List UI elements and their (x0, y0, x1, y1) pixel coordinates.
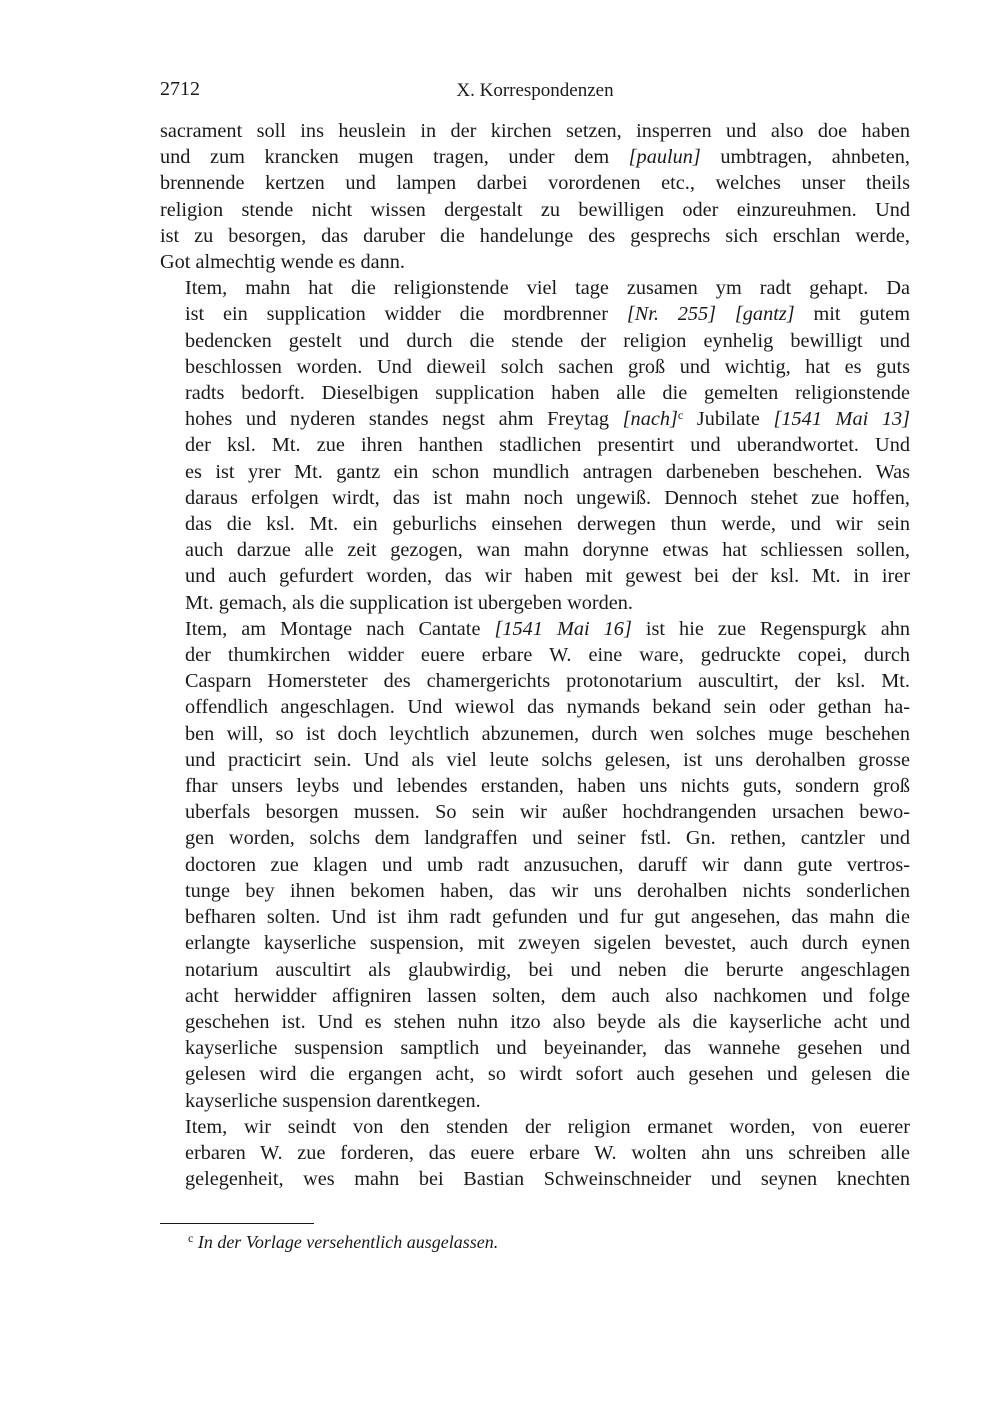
text-run: geschehen ist. Und es stehen nuhn itzo also beyde als die kayserliche acht und (185, 1010, 910, 1033)
text-line (160, 1166, 910, 1192)
footnote-reference: c (677, 408, 684, 423)
text-line (160, 957, 910, 983)
text-line (160, 223, 910, 249)
editorial-insertion: [1541 Mai 13] (773, 408, 910, 431)
text-run: umbtragen, ahnbeten, (700, 146, 910, 169)
text-line (160, 275, 910, 301)
running-title: X. Korrespondenzen (456, 80, 614, 101)
text-run: ist ein supplication widder die mordbrenner (185, 303, 627, 326)
text-run: Item, am Montage nach Cantate (185, 617, 495, 640)
text-line (160, 1061, 910, 1087)
text-run: radts bedorft. Dieselbigen supplication haben alle die gemelten religionstende (185, 382, 910, 405)
footnote-text: In der Vorlage versehentlich ausgelassen. (197, 1232, 499, 1252)
text-run: befharen solten. Und ist ihm radt gefunden und fur gut angesehen, das mahn die (185, 906, 910, 929)
text-line (160, 170, 910, 196)
text-line (160, 904, 910, 930)
text-run: und auch gefurdert worden, das wir haben mit gewest bei der ksl. Mt. in irer (185, 565, 910, 588)
text-run: Item, mahn hat die religionstende viel tage zusamen ym radt gehapt. Da (185, 277, 910, 300)
text-run: Item, wir seindt von den stenden der religion ermanet worden, von euerer (185, 1115, 910, 1138)
text-line (160, 563, 910, 589)
text-run: erbaren W. zue forderen, das euere erbare W. wolten ahn uns schreiben alle (185, 1141, 910, 1164)
text-line (160, 459, 910, 485)
text-run: acht herwidder affigniren lassen solten, dem auch also nachkomen und folge (185, 984, 910, 1007)
text-line (160, 590, 910, 616)
text-line (160, 773, 910, 799)
text-run: notarium auscultirt als glaubwirdig, bei und neben die berurte angeschlagen (185, 958, 910, 981)
text-run: ben will, so ist doch leychtlich abzunemen, durch wen solches muge beschehen (185, 722, 910, 745)
paragraph (160, 616, 910, 1114)
text-line (160, 197, 910, 223)
text-run: ist hie zue Regenspurgk ahn (631, 617, 911, 640)
text-line (160, 616, 910, 642)
text-line (160, 1088, 910, 1114)
text-line (160, 642, 910, 668)
text-run: hohes und nyderen standes negst ahm Freytag (185, 408, 623, 431)
text-line (160, 380, 910, 406)
text-run: beschlossen worden. Und dieweil solch sachen groß und wichtig, hat es guts (185, 355, 910, 378)
running-header (160, 78, 910, 108)
editorial-insertion: [1541 Mai 16] (494, 617, 632, 640)
text-line (160, 668, 910, 694)
text-line (160, 852, 910, 878)
text-run: Got almechtig wende es dann. (160, 251, 405, 274)
footnote-separator (160, 1223, 314, 1224)
text-run: der thumkirchen widder euere erbare W. eine ware, gedruckte copei, durch (185, 644, 910, 667)
editorial-insertion: [paulun] (628, 146, 701, 169)
text-line (160, 354, 910, 380)
text-run: Mt. gemach, als die supplication ist ubergeben worden. (185, 591, 633, 614)
footnote-marker: c (188, 1231, 194, 1245)
text-line (160, 721, 910, 747)
text-run: gelesen wird die ergangen acht, so wirdt sofort auch gesehen und gelesen die (185, 1063, 910, 1086)
text-run: gelegenheit, wes mahn bei Bastian Schweinschneider und seynen knechten (185, 1168, 910, 1191)
text-line (160, 485, 910, 511)
text-line (160, 1009, 910, 1035)
text-line (160, 878, 910, 904)
text-line (160, 118, 910, 144)
text-run: kayserliche suspension darentkegen. (185, 1089, 481, 1112)
text-line (160, 1035, 910, 1061)
text-line (160, 249, 910, 275)
paragraph (160, 118, 910, 275)
text-line (160, 930, 910, 956)
text-line (160, 406, 910, 432)
text-run: ist zu besorgen, das daruber die handelunge des gesprechs sich erschlan werde, (160, 224, 910, 247)
text-run: es ist yrer Mt. gantz ein schon mundlich antragen darbeneben beschehen. Was (185, 460, 910, 483)
text-line (160, 799, 910, 825)
text-line (160, 983, 910, 1009)
text-line (160, 1114, 910, 1140)
text-run: tunge bey ihnen bekomen haben, das wir uns derohalben nichts sonderlichen (185, 879, 910, 902)
text-line (160, 144, 910, 170)
text-run: bedencken gestelt und durch die stende der religion eynhelig bewilligt und (185, 329, 910, 352)
text-run: kayserliche suspension samptlich und beyeinander, das wannehe gesehen und (185, 1037, 910, 1060)
footnote (188, 1230, 888, 1254)
editorial-insertion: [nach] (622, 408, 678, 431)
text-line (160, 537, 910, 563)
text-run: uberfals besorgen mussen. So sein wir außer hochdrangenden ursachen bewo- (185, 801, 910, 824)
text-run: fhar unsers leybs und lebendes erstanden, haben uns nichts guts, sondern groß (185, 775, 910, 798)
text-line (160, 511, 910, 537)
text-run: und zum krancken mugen tragen, under dem (160, 146, 629, 169)
text-run: Casparn Homersteter des chamergerichts protonotarium auscultirt, der ksl. Mt. (185, 670, 910, 693)
text-run: gen worden, solchs dem landgraffen und seiner fstl. Gn. rethen, cantzler und (185, 827, 910, 850)
text-run: das die ksl. Mt. ein geburlichs einsehen derwegen thun werde, und wir sein (185, 513, 910, 536)
text-run: offendlich angeschlagen. Und wiewol das nymands bekand sein oder gethan ha- (185, 696, 910, 719)
editorial-insertion: [Nr. 255] [gantz] (626, 303, 795, 326)
text-line (160, 825, 910, 851)
text-line (160, 1140, 910, 1166)
main-text (160, 118, 910, 1192)
text-line (160, 432, 910, 458)
text-line (160, 301, 910, 327)
text-run: doctoren zue klagen und umb radt anzusuchen, daruff wir dann gute vertros- (185, 853, 910, 876)
text-run: daraus erfolgen wirdt, das ist mahn noch ungewiß. Dennoch stehet zue hoffen, (185, 486, 910, 509)
text-run: mit gutem (794, 303, 910, 326)
text-run: der ksl. Mt. zue ihren hanthen stadlichen presentirt und uberandwortet. Und (185, 434, 910, 457)
text-run: Jubilate (683, 408, 774, 431)
text-line (160, 328, 910, 354)
text-run: erlangte kayserliche suspension, mit zweyen sigelen bevestet, auch durch eynen (185, 932, 910, 955)
text-run: auch darzue alle zeit gezogen, wan mahn dorynne etwas hat schliessen sollen, (185, 539, 910, 562)
page-number: 2712 (160, 78, 200, 100)
paragraph (160, 1114, 910, 1193)
text-run: brennende kertzen und lampen darbei vorordenen etc., welches unser theils (160, 172, 910, 195)
text-run: sacrament soll ins heuslein in der kirchen setzen, insperren und also doe haben (160, 120, 910, 142)
text-run: und practicirt sein. Und als viel leute solchs gelesen, ist uns derohalben grosse (185, 748, 910, 771)
paragraph (160, 275, 910, 616)
text-line (160, 694, 910, 720)
text-line (160, 747, 910, 773)
text-run: religion stende nicht wissen dergestalt zu bewilligen oder einzureuhmen. Und (160, 198, 910, 221)
